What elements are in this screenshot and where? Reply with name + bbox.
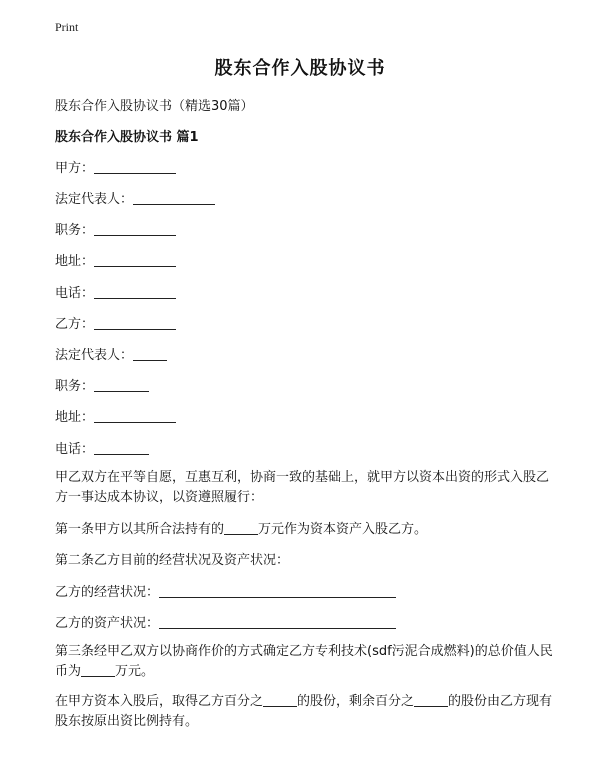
blank-line — [94, 222, 176, 236]
document-title: 股东合作入股协议书 — [214, 58, 386, 79]
blank-line — [94, 285, 176, 299]
field-party-b-address — [55, 406, 176, 425]
blank-line — [159, 584, 396, 598]
field-label: 电话： — [55, 442, 95, 457]
field-label: 甲方： — [55, 161, 95, 176]
section-heading: 股东合作入股协议书 篇1 — [55, 130, 199, 145]
clause-text: 第三条经甲乙双方以协商作价的方式确定乙方专利技术(sdf污泥合成燃料)的总价值人民币为 — [55, 644, 553, 679]
field-label: 职务： — [55, 223, 95, 238]
field-party-b-phone — [55, 438, 149, 457]
field-label: 法定代表人： — [55, 348, 134, 363]
field-label: 乙方： — [55, 317, 95, 332]
field-label: 电话： — [55, 286, 95, 301]
clause-text: 在甲方资本入股后，取得乙方百分之 — [55, 694, 264, 709]
field-label: 法定代表人： — [55, 192, 134, 207]
blank-line — [81, 663, 115, 677]
field-label: 地址： — [55, 410, 95, 425]
field-party-b-title — [55, 375, 149, 394]
blank-line — [224, 521, 258, 535]
intro-paragraph: 甲乙双方在平等自愿，互惠互利，协商一致的基础上，就甲方以资本出资的形式入股乙方一事达成本协议，以资遵照履行： — [55, 470, 550, 505]
clause-text: 第一条甲方以其所合法持有的 — [55, 522, 225, 537]
field-label: 地址： — [55, 254, 95, 269]
clause-text: 的股份由乙方现有股东按原出资比例持有。 — [55, 694, 553, 729]
blank-line — [133, 191, 215, 205]
document-subtitle: 股东合作入股协议书（精选30篇） — [55, 99, 254, 114]
clause-1 — [55, 518, 427, 537]
field-label: 乙方的资产状况： — [55, 616, 160, 631]
field-party-b-rep — [55, 344, 167, 363]
field-party-a-title — [55, 219, 176, 238]
clause-3 — [55, 642, 555, 682]
blank-line — [94, 378, 149, 392]
blank-line — [94, 253, 176, 267]
blank-line — [263, 693, 297, 707]
field-party-b-operation — [55, 581, 396, 600]
field-party-b — [55, 313, 176, 332]
blank-line — [133, 347, 167, 361]
field-party-b-assets — [55, 612, 396, 631]
clause-text: 万元。 — [115, 664, 155, 679]
field-party-a-address — [55, 250, 176, 269]
clause-4 — [55, 692, 555, 732]
blank-line — [94, 409, 176, 423]
print-link[interactable]: Print — [55, 20, 79, 34]
blank-line — [94, 316, 176, 330]
field-party-a-phone — [55, 282, 176, 301]
clause-text: 的股份，剩余百分之 — [297, 694, 415, 709]
field-party-a-rep — [55, 188, 215, 207]
blank-line — [159, 615, 396, 629]
field-party-a — [55, 157, 176, 176]
clause-2: 第二条乙方目前的经营状况及资产状况： — [55, 553, 290, 568]
blank-line — [414, 693, 448, 707]
blank-line — [94, 160, 176, 174]
blank-line — [94, 441, 149, 455]
field-label: 乙方的经营状况： — [55, 585, 160, 600]
clause-text: 万元作为资本资产入股乙方。 — [258, 522, 428, 537]
field-label: 职务： — [55, 379, 95, 394]
